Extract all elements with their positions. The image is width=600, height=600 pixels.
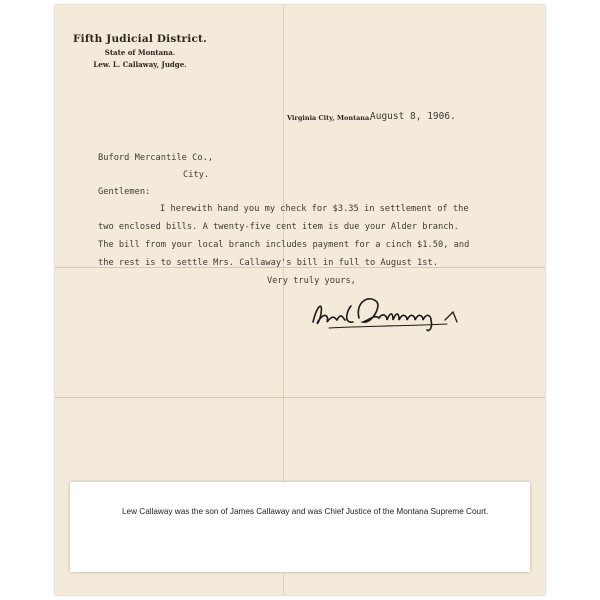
letter-place: Virginia City, Montana. [287, 114, 372, 122]
caption-box [70, 482, 530, 572]
handwritten-signature [307, 280, 467, 340]
letterhead-judge: Lew. L. Callaway, Judge. [93, 60, 187, 69]
paper-fold-line [55, 397, 545, 398]
letter-date: August 8, 1906. [370, 111, 456, 122]
body-line: The bill from your local branch includes payment for a cinch $1.50, and [98, 240, 470, 250]
recipient-name: Buford Mercantile Co., [98, 153, 214, 163]
caption-text: Lew Callaway was the son of James Callaway and was Chief Justice of the Montana Supreme Court. [122, 507, 489, 516]
body-line: I herewith hand you my check for $3.35 in settlement of the [160, 204, 469, 214]
salutation: Gentlemen: [98, 187, 151, 197]
letterhead-district: Fifth Judicial District. [73, 33, 207, 45]
body-line: two enclosed bills. A twenty-five cent item is due your Alder branch. [98, 222, 459, 232]
letterhead-state: State of Montana. [104, 48, 176, 57]
body-line: the rest is to settle Mrs. Callaway's bill in full to August 1st. [98, 258, 438, 268]
closing: Very truly yours, [267, 276, 356, 286]
recipient-city: City. [183, 170, 210, 180]
letterhead [73, 33, 207, 69]
